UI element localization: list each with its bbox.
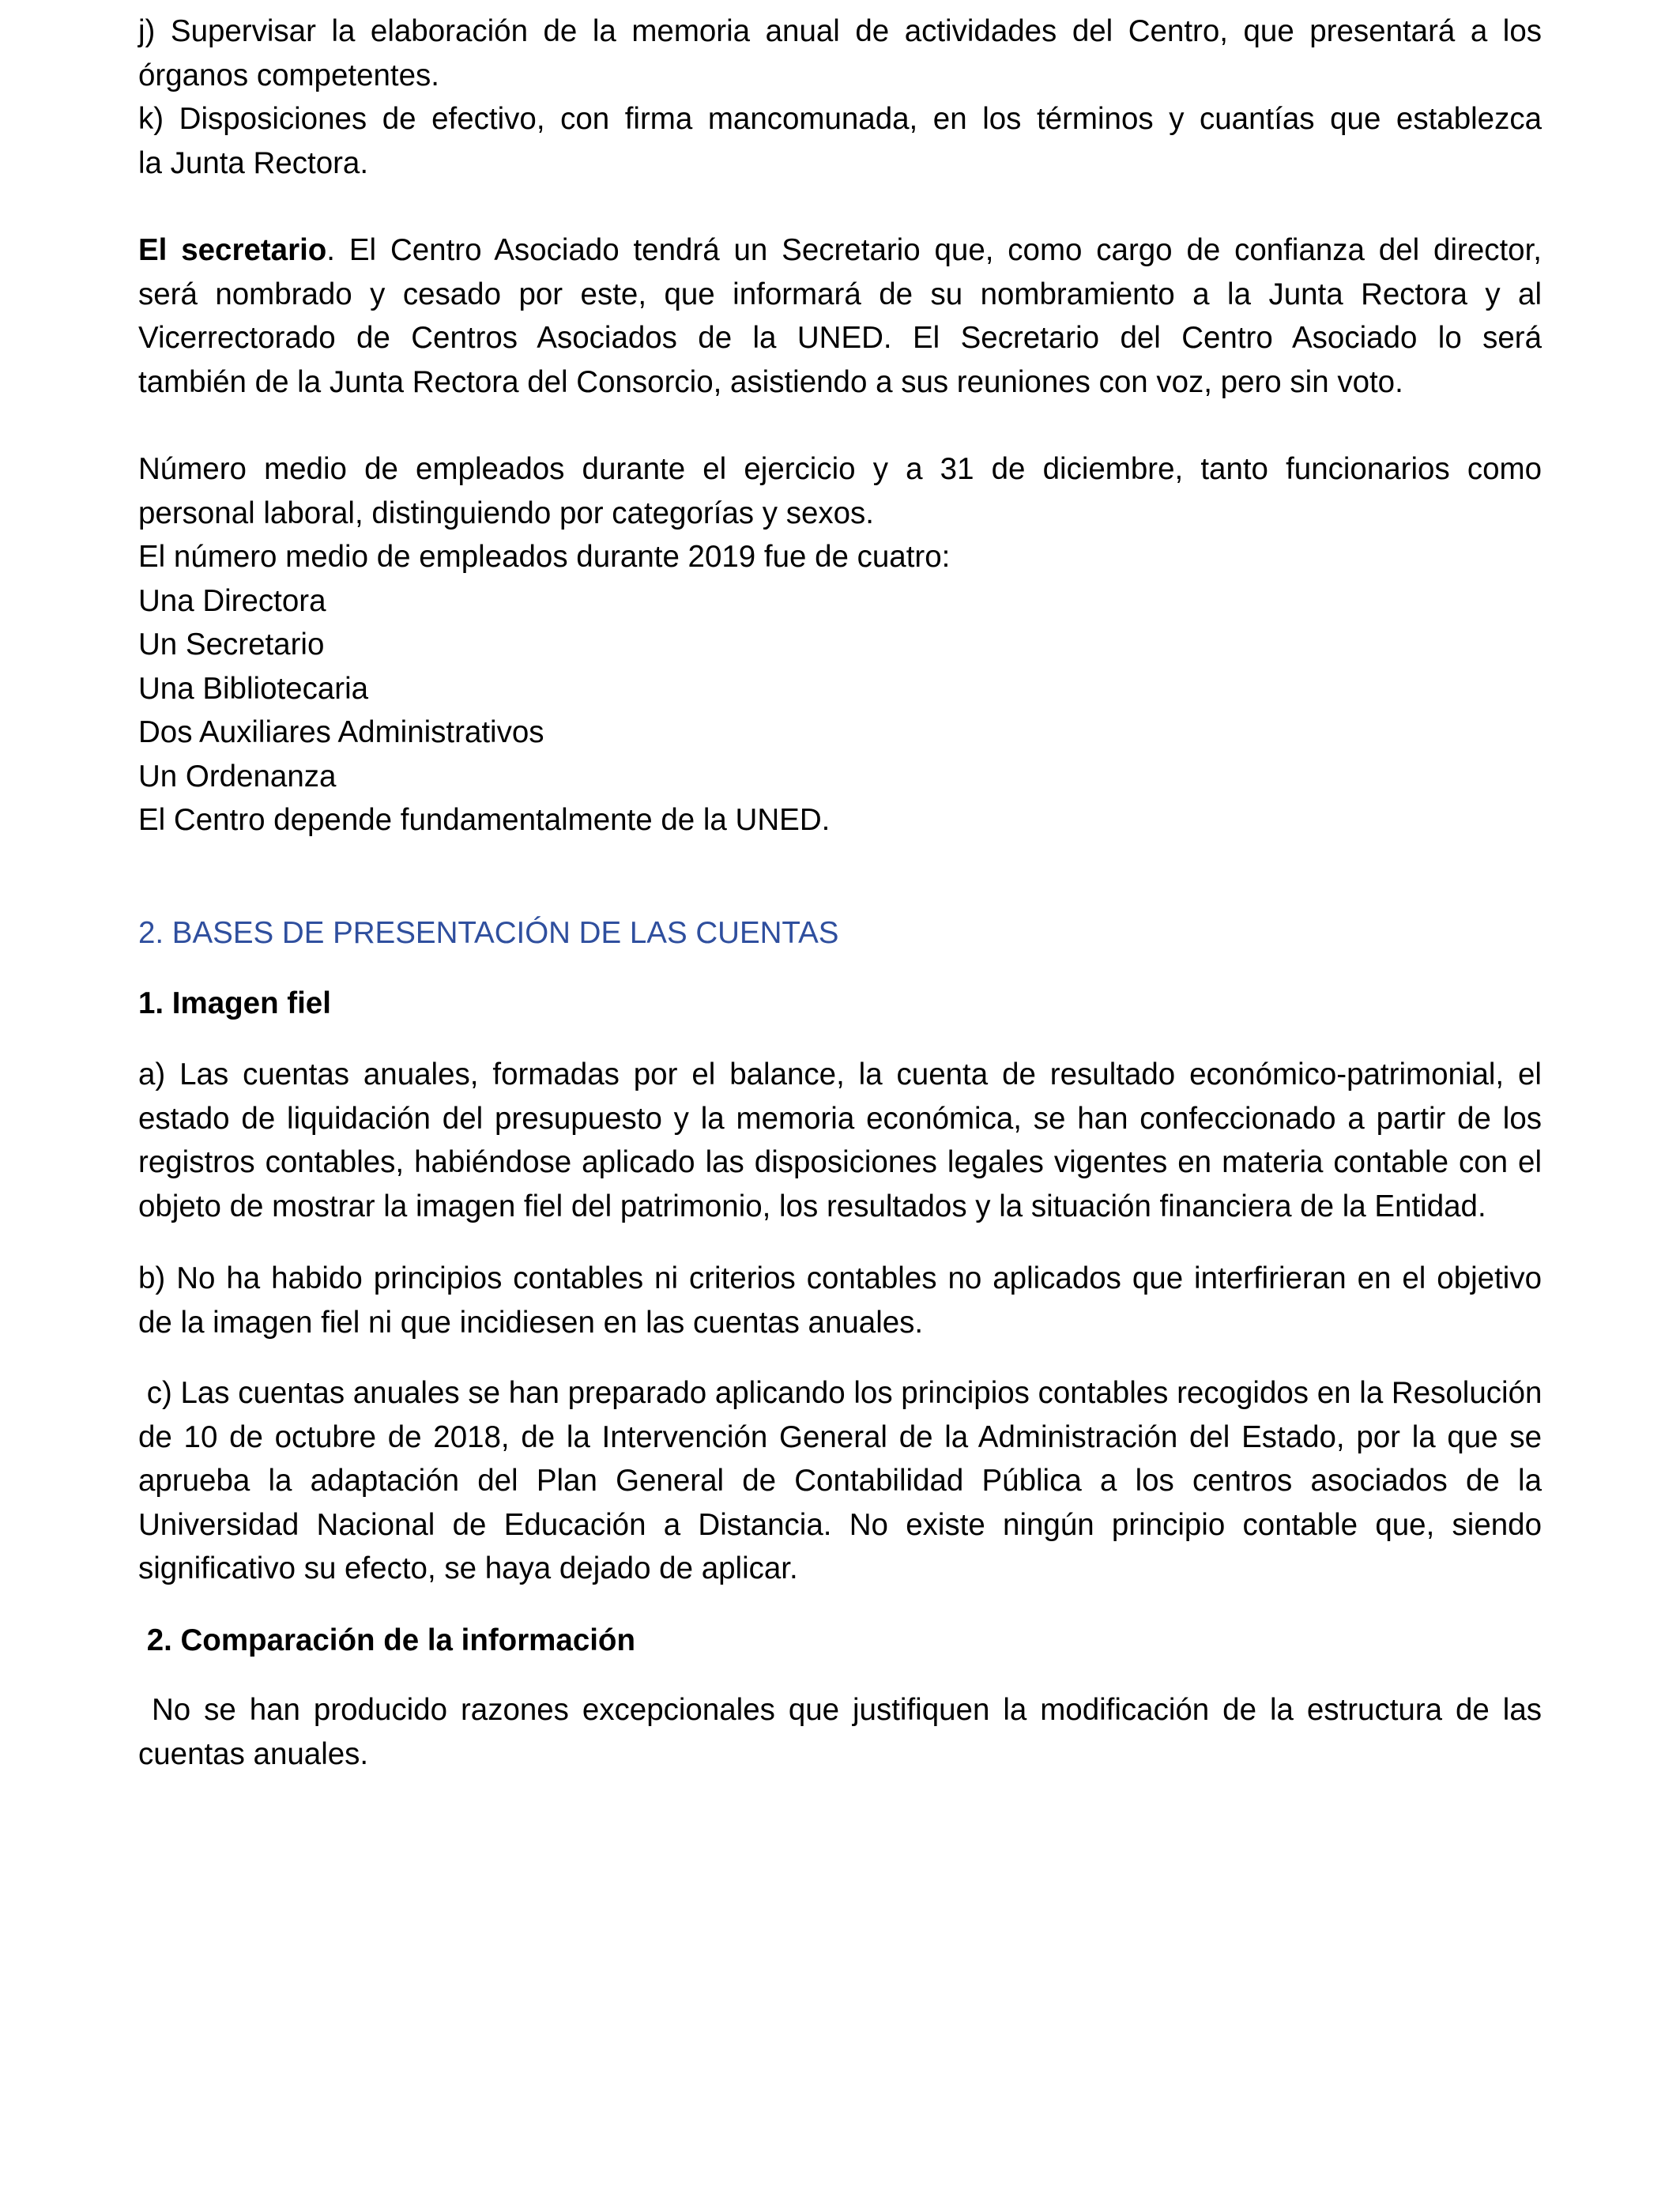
item-k-line2: la Junta Rectora. xyxy=(138,145,369,180)
section-2-heading xyxy=(138,911,1542,956)
secretario-line1-rest: . El Centro Asociado tendrá un Secretario que, como cargo de confianza del director, xyxy=(326,233,1542,267)
section-2-title: 2. BASES DE PRESENTACIÓN DE LAS CUENTAS xyxy=(138,916,839,950)
paragraph-comparacion xyxy=(138,1688,1542,1776)
empleados-line1: Número medio de empleados durante el ejercicio y a 31 de diciembre, tanto funcionarios como xyxy=(138,452,1542,486)
secretario-line4: también de la Junta Rectora del Consorcio, asistiendo a sus reuniones con voz, pero sin voto. xyxy=(138,364,1403,399)
paragraph-b xyxy=(138,1257,1542,1344)
secretario-line3: Vicerrectorado de Centros Asociados de la UNED. El Secretario del Centro Asociado lo será xyxy=(138,321,1542,355)
paragraph-c-line: c) Las cuentas anuales se han preparado aplicando los principios contables recogidos en la Resolución xyxy=(138,1376,1543,1410)
paragraph-a xyxy=(138,1053,1542,1228)
item-k-line1: k) Disposiciones de efectivo, con firma mancomunada, en los términos y cuantías que establezca xyxy=(138,102,1542,136)
paragraph-comparacion-line: No se han producido razones excepcionales que justifiquen la modificación de la estructura de las xyxy=(138,1693,1542,1727)
empleados-paragraph xyxy=(138,447,1542,843)
secretario-line2: será nombrado y cesado por este, que informará de su nombramiento a la Junta Rectora y al xyxy=(138,277,1542,311)
empleados-line2: personal laboral, distinguiendo por categorías y sexos. xyxy=(138,496,874,530)
subheading-1: 1. Imagen fiel xyxy=(138,986,331,1020)
subheading-comparacion xyxy=(138,1619,1542,1663)
empleados-list-item: Dos Auxiliares Administrativos xyxy=(138,715,544,749)
paragraph-c-line: de 10 de octubre de 2018, de la Intervención General de la Administración del Estado, por la que se xyxy=(138,1419,1542,1454)
subheading-imagen-fiel xyxy=(138,982,1542,1026)
paragraph-b-line: b) No ha habido principios contables ni criterios contables no aplicados que interfirieran en el objetivo xyxy=(138,1261,1542,1295)
secretario-label: El secretario xyxy=(138,233,327,267)
paragraph-c-line: significativo su efecto, se haya dejado de aplicar. xyxy=(138,1551,798,1585)
empleados-list-item: Una Bibliotecaria xyxy=(138,671,369,706)
secretario-line1 xyxy=(138,228,1542,273)
paragraph-b-line: de la imagen fiel ni que incidiesen en las cuentas anuales. xyxy=(138,1305,924,1340)
item-j-line1: j) Supervisar la elaboración de la memoria anual de actividades del Centro, que presentará a los xyxy=(138,14,1542,48)
paragraph-c-line: Universidad Nacional de Educación a Distancia. No existe ningún principio contable que, siendo xyxy=(138,1507,1542,1542)
item-j-line2: órganos competentes. xyxy=(138,58,439,92)
paragraph-comparacion-line: cuentas anuales. xyxy=(138,1736,369,1771)
paragraph-a-line: estado de liquidación del presupuesto y la memoria económica, se han confeccionado a partir de los xyxy=(138,1101,1542,1136)
items-j-k xyxy=(138,9,1542,185)
empleados-list-item: Una Directora xyxy=(138,583,326,618)
empleados-closing: El Centro depende fundamentalmente de la UNED. xyxy=(138,803,831,837)
secretario-paragraph xyxy=(138,228,1542,404)
paragraph-c-line: aprueba la adaptación del Plan General de Contabilidad Pública a los centros asociados de la xyxy=(138,1464,1542,1498)
empleados-list-item: Un Secretario xyxy=(138,628,325,662)
paragraph-a-line: registros contables, habiéndose aplicado las disposiciones legales vigentes en materia contable con el xyxy=(138,1145,1542,1179)
empleados-list-item: Un Ordenanza xyxy=(138,759,337,794)
paragraph-c xyxy=(138,1371,1542,1591)
subheading-2: 2. Comparación de la información xyxy=(138,1623,635,1657)
paragraph-a-line: objeto de mostrar la imagen fiel del patrimonio, los resultados y la situación financiera de la Entidad. xyxy=(138,1189,1486,1223)
empleados-line3: El número medio de empleados durante 2019 fue de cuatro: xyxy=(138,540,951,574)
paragraph-a-line: a) Las cuentas anuales, formadas por el balance, la cuenta de resultado económico-patrimonial, el xyxy=(138,1057,1542,1091)
